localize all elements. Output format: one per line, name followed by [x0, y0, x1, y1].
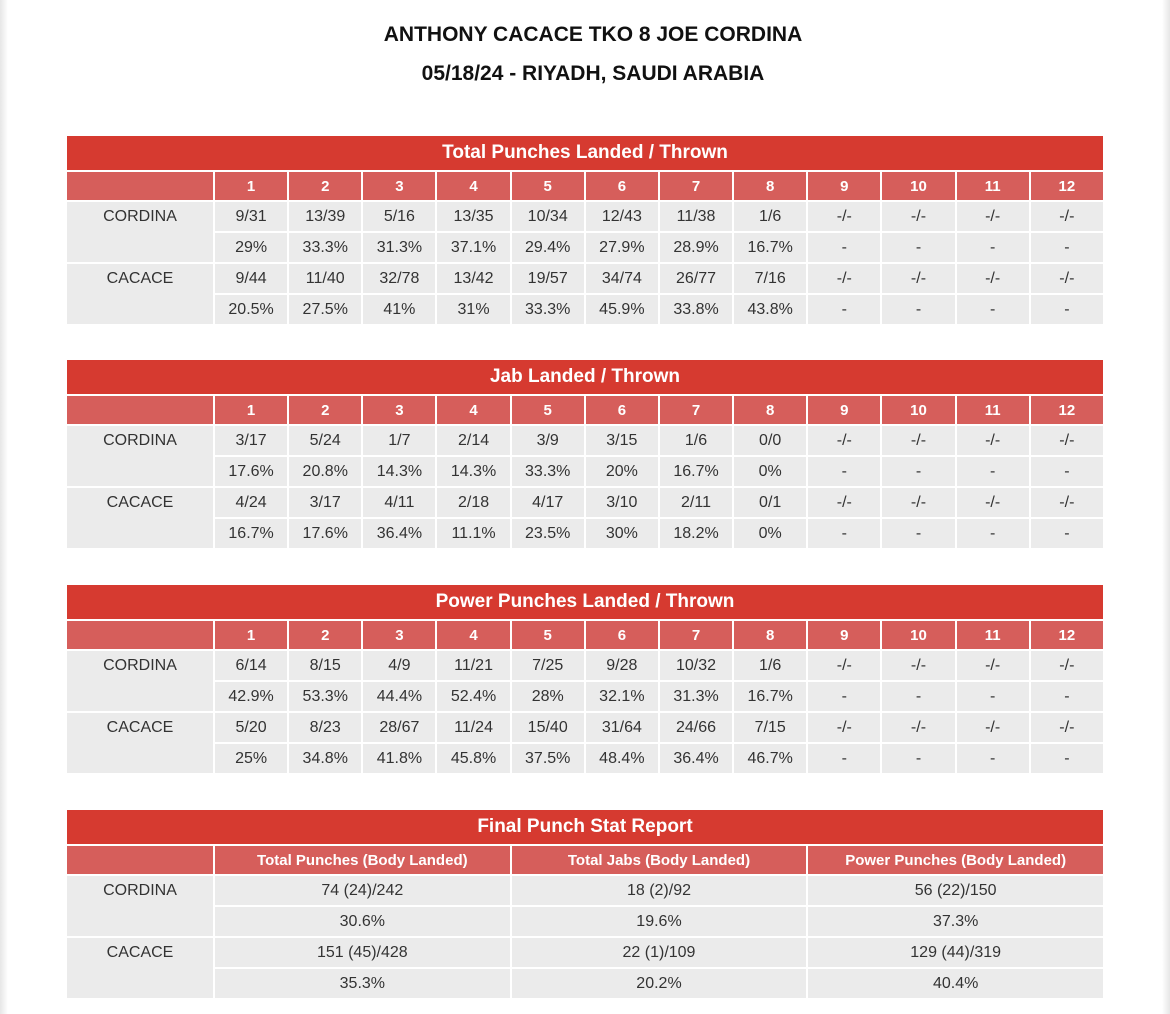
landed-thrown-cell: 13/35	[436, 201, 510, 232]
landed-thrown-cell: -/-	[881, 487, 955, 518]
percent-cell: 20.5%	[214, 294, 288, 325]
landed-thrown-cell: -/-	[1030, 425, 1104, 456]
round-header: 7	[659, 171, 733, 201]
round-header: 10	[881, 395, 955, 425]
round-header: 1	[214, 395, 288, 425]
table-row	[66, 650, 1104, 681]
landed-thrown-cell: -/-	[807, 425, 881, 456]
total-cell: 18 (2)/92	[511, 875, 808, 906]
percent-cell: 43.8%	[733, 294, 807, 325]
landed-thrown-cell: 8/15	[288, 650, 362, 681]
landed-thrown-cell: 3/15	[585, 425, 659, 456]
landed-thrown-cell: -/-	[881, 712, 955, 743]
percent-cell: 18.2%	[659, 518, 733, 549]
percent-cell: 17.6%	[214, 456, 288, 487]
table-title: Power Punches Landed / Thrown	[66, 584, 1104, 620]
fighter-name: CACACE	[66, 487, 214, 549]
table-row	[66, 743, 1104, 774]
percent-cell: 36.4%	[362, 518, 436, 549]
table-row	[66, 681, 1104, 712]
landed-thrown-cell: 11/21	[436, 650, 510, 681]
landed-thrown-cell: -/-	[1030, 263, 1104, 294]
round-header: 7	[659, 620, 733, 650]
table-row	[66, 906, 1104, 937]
landed-thrown-cell: -/-	[807, 487, 881, 518]
landed-thrown-cell: 13/42	[436, 263, 510, 294]
landed-thrown-cell: 4/11	[362, 487, 436, 518]
landed-thrown-cell: 13/39	[288, 201, 362, 232]
jab-table	[65, 358, 1105, 550]
round-header: 1	[214, 620, 288, 650]
landed-thrown-cell: -/-	[881, 425, 955, 456]
total-punches-table	[65, 134, 1105, 326]
table-title: Jab Landed / Thrown	[66, 359, 1104, 395]
landed-thrown-cell: 10/34	[511, 201, 585, 232]
round-header: 4	[436, 171, 510, 201]
landed-thrown-cell: 2/18	[436, 487, 510, 518]
percent-cell: 14.3%	[436, 456, 510, 487]
percent-cell: -	[1030, 456, 1104, 487]
landed-thrown-cell: 28/67	[362, 712, 436, 743]
landed-thrown-cell: 5/24	[288, 425, 362, 456]
landed-thrown-cell: -/-	[1030, 650, 1104, 681]
percent-cell: -	[807, 456, 881, 487]
percent-cell: -	[807, 743, 881, 774]
landed-thrown-cell: 0/1	[733, 487, 807, 518]
header-blank	[66, 171, 214, 201]
table-row	[66, 201, 1104, 232]
percent-cell: -	[956, 456, 1030, 487]
percent-cell: 40.4%	[807, 968, 1104, 999]
table-row	[66, 487, 1104, 518]
total-cell: 151 (45)/428	[214, 937, 511, 968]
round-header: 3	[362, 171, 436, 201]
round-header: 12	[1030, 395, 1104, 425]
percent-cell: 34.8%	[288, 743, 362, 774]
percent-cell: -	[807, 294, 881, 325]
percent-cell: 31.3%	[362, 232, 436, 263]
final-report-table	[65, 808, 1105, 1000]
landed-thrown-cell: 7/25	[511, 650, 585, 681]
percent-cell: 20%	[585, 456, 659, 487]
table-title: Final Punch Stat Report	[66, 809, 1104, 845]
round-header: 4	[436, 620, 510, 650]
landed-thrown-cell: 1/7	[362, 425, 436, 456]
percent-cell: -	[881, 294, 955, 325]
percent-cell: -	[956, 518, 1030, 549]
total-cell: 74 (24)/242	[214, 875, 511, 906]
percent-cell: 17.6%	[288, 518, 362, 549]
landed-thrown-cell: 32/78	[362, 263, 436, 294]
column-header: Total Jabs (Body Landed)	[511, 845, 808, 875]
round-header: 5	[511, 171, 585, 201]
header-blank	[66, 395, 214, 425]
percent-cell: 33.8%	[659, 294, 733, 325]
round-header: 11	[956, 395, 1030, 425]
landed-thrown-cell: 9/44	[214, 263, 288, 294]
round-header: 10	[881, 171, 955, 201]
percent-cell: 14.3%	[362, 456, 436, 487]
round-header: 6	[585, 171, 659, 201]
percent-cell: 20.2%	[511, 968, 808, 999]
table-row	[66, 232, 1104, 263]
round-header: 11	[956, 171, 1030, 201]
percent-cell: -	[1030, 518, 1104, 549]
percent-cell: -	[807, 681, 881, 712]
round-header: 5	[511, 620, 585, 650]
percent-cell: -	[956, 743, 1030, 774]
round-header: 6	[585, 620, 659, 650]
fighter-name: CORDINA	[66, 425, 214, 487]
landed-thrown-cell: 3/9	[511, 425, 585, 456]
page-edge	[1162, 0, 1170, 1014]
percent-cell: -	[1030, 681, 1104, 712]
landed-thrown-cell: 9/31	[214, 201, 288, 232]
landed-thrown-cell: -/-	[807, 650, 881, 681]
round-header: 9	[807, 620, 881, 650]
percent-cell: 28%	[511, 681, 585, 712]
landed-thrown-cell: 3/17	[214, 425, 288, 456]
landed-thrown-cell: 31/64	[585, 712, 659, 743]
landed-thrown-cell: 11/38	[659, 201, 733, 232]
table-row	[66, 937, 1104, 968]
percent-cell: -	[807, 518, 881, 549]
landed-thrown-cell: 4/17	[511, 487, 585, 518]
landed-thrown-cell: 34/74	[585, 263, 659, 294]
table-row	[66, 875, 1104, 906]
fighter-name: CORDINA	[66, 875, 214, 937]
round-header: 7	[659, 395, 733, 425]
percent-cell: 37.3%	[807, 906, 1104, 937]
landed-thrown-cell: -/-	[1030, 712, 1104, 743]
landed-thrown-cell: -/-	[956, 650, 1030, 681]
table-row	[66, 263, 1104, 294]
landed-thrown-cell: 24/66	[659, 712, 733, 743]
landed-thrown-cell: -/-	[807, 263, 881, 294]
header-blank	[66, 620, 214, 650]
percent-cell: 45.8%	[436, 743, 510, 774]
percent-cell: 27.9%	[585, 232, 659, 263]
table-row	[66, 712, 1104, 743]
percent-cell: -	[1030, 232, 1104, 263]
landed-thrown-cell: 1/6	[659, 425, 733, 456]
table-title: Total Punches Landed / Thrown	[66, 135, 1104, 171]
percent-cell: 32.1%	[585, 681, 659, 712]
percent-cell: 25%	[214, 743, 288, 774]
landed-thrown-cell: 4/24	[214, 487, 288, 518]
round-header: 9	[807, 171, 881, 201]
percent-cell: 31%	[436, 294, 510, 325]
landed-thrown-cell: -/-	[956, 712, 1030, 743]
landed-thrown-cell: 15/40	[511, 712, 585, 743]
landed-thrown-cell: -/-	[956, 263, 1030, 294]
round-header: 5	[511, 395, 585, 425]
column-header: Power Punches (Body Landed)	[807, 845, 1104, 875]
table-row	[66, 968, 1104, 999]
landed-thrown-cell: 3/17	[288, 487, 362, 518]
percent-cell: -	[881, 518, 955, 549]
percent-cell: -	[807, 232, 881, 263]
landed-thrown-cell: 12/43	[585, 201, 659, 232]
percent-cell: 30%	[585, 518, 659, 549]
round-header: 1	[214, 171, 288, 201]
round-header: 3	[362, 395, 436, 425]
percent-cell: 31.3%	[659, 681, 733, 712]
fighter-name: CORDINA	[66, 650, 214, 712]
header-blank	[66, 845, 214, 875]
percent-cell: 48.4%	[585, 743, 659, 774]
landed-thrown-cell: 1/6	[733, 650, 807, 681]
fighter-name: CACACE	[66, 937, 214, 999]
percent-cell: 37.1%	[436, 232, 510, 263]
fight-title: ANTHONY CACACE TKO 8 JOE CORDINA	[383, 23, 803, 46]
round-header: 2	[288, 620, 362, 650]
fight-subtitle: 05/18/24 - RIYADH, SAUDI ARABIA	[421, 62, 765, 85]
percent-cell: 29.4%	[511, 232, 585, 263]
percent-cell: 41.8%	[362, 743, 436, 774]
percent-cell: 37.5%	[511, 743, 585, 774]
landed-thrown-cell: -/-	[956, 487, 1030, 518]
percent-cell: 16.7%	[659, 456, 733, 487]
landed-thrown-cell: 10/32	[659, 650, 733, 681]
round-header: 12	[1030, 620, 1104, 650]
percent-cell: -	[1030, 294, 1104, 325]
percent-cell: 46.7%	[733, 743, 807, 774]
percent-cell: -	[881, 232, 955, 263]
round-header: 6	[585, 395, 659, 425]
total-cell: 56 (22)/150	[807, 875, 1104, 906]
percent-cell: 30.6%	[214, 906, 511, 937]
round-header: 2	[288, 171, 362, 201]
percent-cell: 33.3%	[511, 294, 585, 325]
table-row	[66, 456, 1104, 487]
landed-thrown-cell: 11/24	[436, 712, 510, 743]
round-header: 3	[362, 620, 436, 650]
round-header: 12	[1030, 171, 1104, 201]
power-punches-table	[65, 583, 1105, 775]
landed-thrown-cell: -/-	[881, 650, 955, 681]
landed-thrown-cell: 11/40	[288, 263, 362, 294]
percent-cell: 45.9%	[585, 294, 659, 325]
percent-cell: -	[881, 743, 955, 774]
percent-cell: 0%	[733, 518, 807, 549]
table-row	[66, 294, 1104, 325]
landed-thrown-cell: 4/9	[362, 650, 436, 681]
percent-cell: -	[881, 681, 955, 712]
landed-thrown-cell: 8/23	[288, 712, 362, 743]
landed-thrown-cell: 5/20	[214, 712, 288, 743]
landed-thrown-cell: 26/77	[659, 263, 733, 294]
landed-thrown-cell: -/-	[807, 712, 881, 743]
percent-cell: 23.5%	[511, 518, 585, 549]
landed-thrown-cell: 7/15	[733, 712, 807, 743]
percent-cell: 16.7%	[733, 681, 807, 712]
column-header: Total Punches (Body Landed)	[214, 845, 511, 875]
round-header: 9	[807, 395, 881, 425]
page-edge	[0, 0, 8, 1014]
percent-cell: 35.3%	[214, 968, 511, 999]
landed-thrown-cell: -/-	[1030, 201, 1104, 232]
percent-cell: 52.4%	[436, 681, 510, 712]
fighter-name: CORDINA	[66, 201, 214, 263]
landed-thrown-cell: 0/0	[733, 425, 807, 456]
round-header: 8	[733, 620, 807, 650]
round-header: 8	[733, 171, 807, 201]
landed-thrown-cell: 5/16	[362, 201, 436, 232]
percent-cell: 33.3%	[288, 232, 362, 263]
percent-cell: 27.5%	[288, 294, 362, 325]
total-cell: 129 (44)/319	[807, 937, 1104, 968]
landed-thrown-cell: -/-	[807, 201, 881, 232]
percent-cell: -	[956, 681, 1030, 712]
percent-cell: 41%	[362, 294, 436, 325]
landed-thrown-cell: 2/11	[659, 487, 733, 518]
percent-cell: -	[956, 232, 1030, 263]
fighter-name: CACACE	[66, 712, 214, 774]
percent-cell: 36.4%	[659, 743, 733, 774]
landed-thrown-cell: 19/57	[511, 263, 585, 294]
landed-thrown-cell: -/-	[881, 263, 955, 294]
round-header: 8	[733, 395, 807, 425]
percent-cell: 53.3%	[288, 681, 362, 712]
landed-thrown-cell: -/-	[881, 201, 955, 232]
percent-cell: 16.7%	[214, 518, 288, 549]
percent-cell: 16.7%	[733, 232, 807, 263]
round-header: 2	[288, 395, 362, 425]
table-row	[66, 425, 1104, 456]
percent-cell: 28.9%	[659, 232, 733, 263]
round-header: 11	[956, 620, 1030, 650]
percent-cell: -	[1030, 743, 1104, 774]
percent-cell: 11.1%	[436, 518, 510, 549]
round-header: 4	[436, 395, 510, 425]
percent-cell: -	[956, 294, 1030, 325]
percent-cell: 42.9%	[214, 681, 288, 712]
landed-thrown-cell: 3/10	[585, 487, 659, 518]
percent-cell: 19.6%	[511, 906, 808, 937]
landed-thrown-cell: -/-	[1030, 487, 1104, 518]
landed-thrown-cell: -/-	[956, 201, 1030, 232]
fighter-name: CACACE	[66, 263, 214, 325]
landed-thrown-cell: -/-	[956, 425, 1030, 456]
percent-cell: 20.8%	[288, 456, 362, 487]
percent-cell: 29%	[214, 232, 288, 263]
landed-thrown-cell: 2/14	[436, 425, 510, 456]
landed-thrown-cell: 6/14	[214, 650, 288, 681]
landed-thrown-cell: 7/16	[733, 263, 807, 294]
percent-cell: 33.3%	[511, 456, 585, 487]
round-header: 10	[881, 620, 955, 650]
landed-thrown-cell: 9/28	[585, 650, 659, 681]
percent-cell: 44.4%	[362, 681, 436, 712]
table-row	[66, 518, 1104, 549]
total-cell: 22 (1)/109	[511, 937, 808, 968]
landed-thrown-cell: 1/6	[733, 201, 807, 232]
percent-cell: -	[881, 456, 955, 487]
percent-cell: 0%	[733, 456, 807, 487]
